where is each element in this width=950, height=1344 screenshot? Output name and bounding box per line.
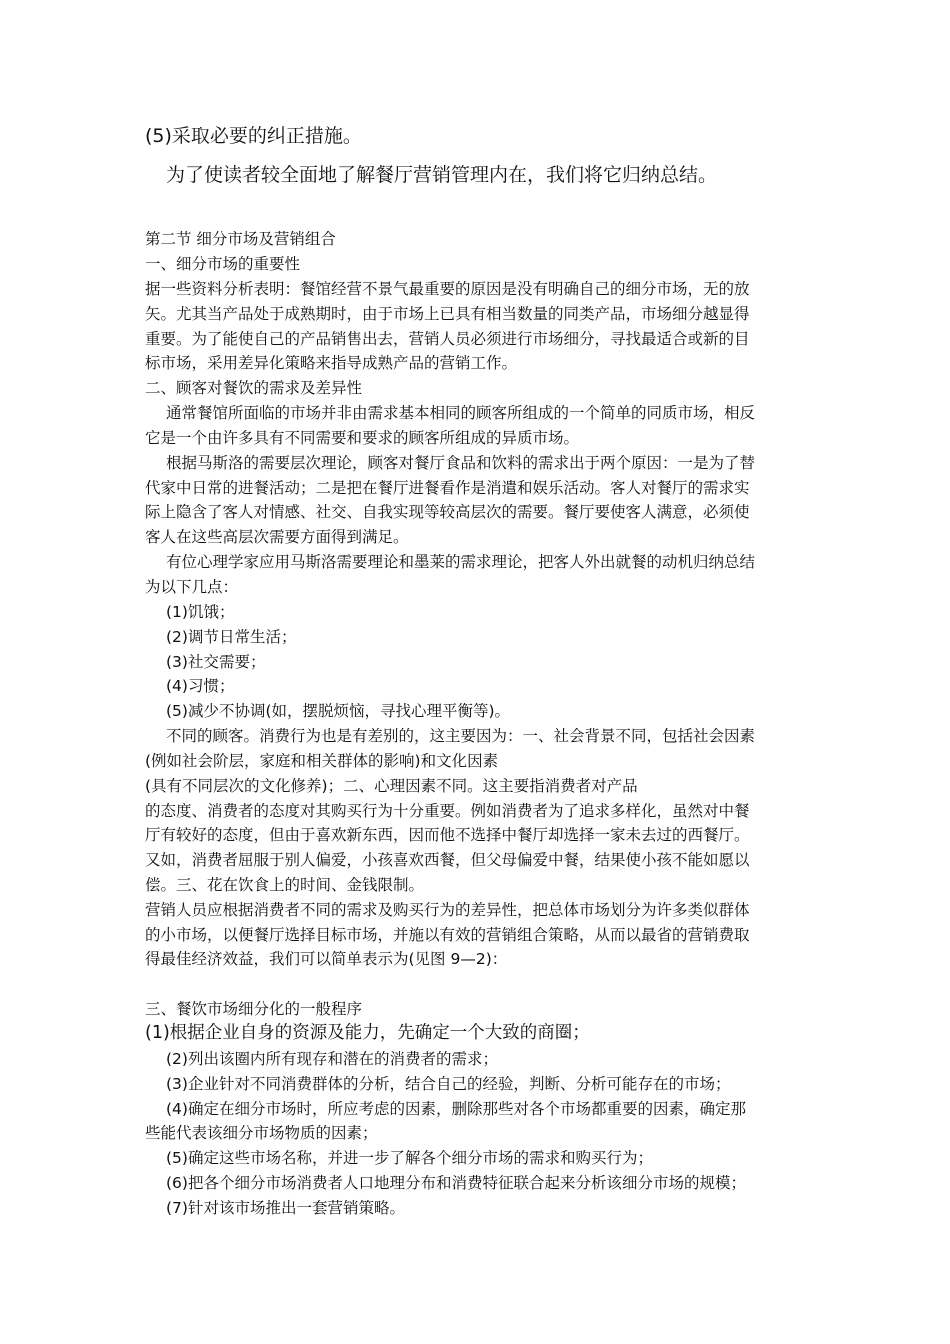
list-item: (2)调节日常生活； [166,628,297,646]
list-item: (4)习惯； [166,677,235,695]
paragraph-line: 的态度、消费者的态度对其购买行为十分重要。例如消费者为了追求多样化，虽然对中餐 [145,802,750,820]
paragraph-line: (例如社会阶层，家庭和相关群体的影响)和文化因素 [145,752,499,770]
paragraph-line: 际上隐含了客人对情感、社交、自我实现等较高层次的需要。餐厅要使客人满意，必须使 [145,503,750,521]
paragraph-line: 的小市场，以便餐厅选择目标市场，并施以有效的营销组合策略，从而以最省的营销费取 [145,926,750,944]
list-item: (1)饥饿； [166,603,235,621]
paragraph-line: 得最佳经济效益，我们可以简单表示为(见图 9—2)： [145,950,508,968]
paragraph-line: 它是一个由许多具有不同需要和要求的顾客所组成的异质市场。 [145,429,580,447]
paragraph-line: 重要。为了能使自己的产品销售出去，营销人员必须进行市场细分，寻找最适合或新的目 [145,330,750,348]
list-item: (1)根据企业自身的资源及能力，先确定一个大致的商圈； [145,1023,590,1043]
paragraph-line: 为以下几点： [145,578,239,596]
paragraph-line: 又如，消费者屈服于别人偏爱，小孩喜欢西餐，但父母偏爱中餐，结果使小孩不能如愿以 [145,851,750,869]
paragraph-line: 客人在这些高层次需要方面得到满足。 [145,528,409,546]
list-item: (5)减少不协调(如，摆脱烦恼，寻找心理平衡等)。 [166,702,511,720]
list-item: (3)社交需要； [166,653,266,671]
part2-heading: 二、顾客对餐饮的需求及差异性 [145,379,363,397]
paragraph-line: 不同的顾客。消费行为也是有差别的，这主要因为：一、社会背景不同，包括社会因素 [166,727,756,745]
list-item: (5)确定这些市场名称，并进一步了解各个细分市场的需求和购买行为； [166,1149,653,1167]
paragraph-line: 有位心理学家应用马斯洛需要理论和墨莱的需求理论，把客人外出就餐的动机归纳总结 [166,553,756,571]
part1-heading: 一、细分市场的重要性 [145,255,301,273]
paragraph-line: 标市场，采用差异化策略来指导成熟产品的营销工作。 [145,354,518,372]
list-item-continuation: 些能代表该细分市场物质的因素； [145,1124,378,1142]
paragraph-line: 厅有较好的态度，但由于喜欢新东西，因而他不选择中餐厅却选择一家未去过的西餐厅。 [145,826,750,844]
paragraph-line: 矢。尤其当产品处于成熟期时，由于市场上已具有相当数量的同类产品，市场细分越显得 [145,305,750,323]
paragraph-line: 根据马斯洛的需要层次理论，顾客对餐厅食品和饮料的需求出于两个原因：一是为了替 [166,454,756,472]
intro-step-5: (5)采取必要的纠正措施。 [145,125,362,147]
paragraph-line: 偿。三、花在饮食上的时间、金钱限制。 [145,876,425,894]
part3-heading: 三、餐饮市场细分化的一般程序 [145,1000,363,1018]
section-title: 第二节 细分市场及营销组合 [145,230,336,248]
list-item: (3)企业针对不同消费群体的分析，结合自己的经验，判断、分析可能存在的市场； [166,1075,731,1093]
list-item: (7)针对该市场推出一套营销策略。 [166,1199,405,1217]
paragraph-line: 营销人员应根据消费者不同的需求及购买行为的差异性，把总体市场划分为许多类似群体 [145,901,750,919]
list-item: (2)列出该圈内所有现存和潜在的消费者的需求； [166,1050,498,1068]
paragraph-line: (具有不同层次的文化修养)；二、心理因素不同。这主要指消费者对产品 [145,777,638,795]
paragraph-line: 代家中日常的进餐活动；二是把在餐厅进餐看作是消遣和娱乐活动。客人对餐厅的需求实 [145,479,750,497]
paragraph-line: 据一些资料分析表明：餐馆经营不景气最重要的原因是没有明确自己的细分市场，无的放 [145,280,750,298]
list-item: (6)把各个细分市场消费者人口地理分布和消费特征联合起来分析该细分市场的规模； [166,1174,746,1192]
list-item: (4)确定在细分市场时，所应考虑的因素，删除那些对各个市场都重要的因素，确定那 [166,1100,746,1118]
intro-summary: 为了使读者较全面地了解餐厅营销管理内在，我们将它归纳总结。 [166,164,718,186]
paragraph-line: 通常餐馆所面临的市场并非由需求基本相同的顾客所组成的一个简单的同质市场，相反 [166,404,756,422]
